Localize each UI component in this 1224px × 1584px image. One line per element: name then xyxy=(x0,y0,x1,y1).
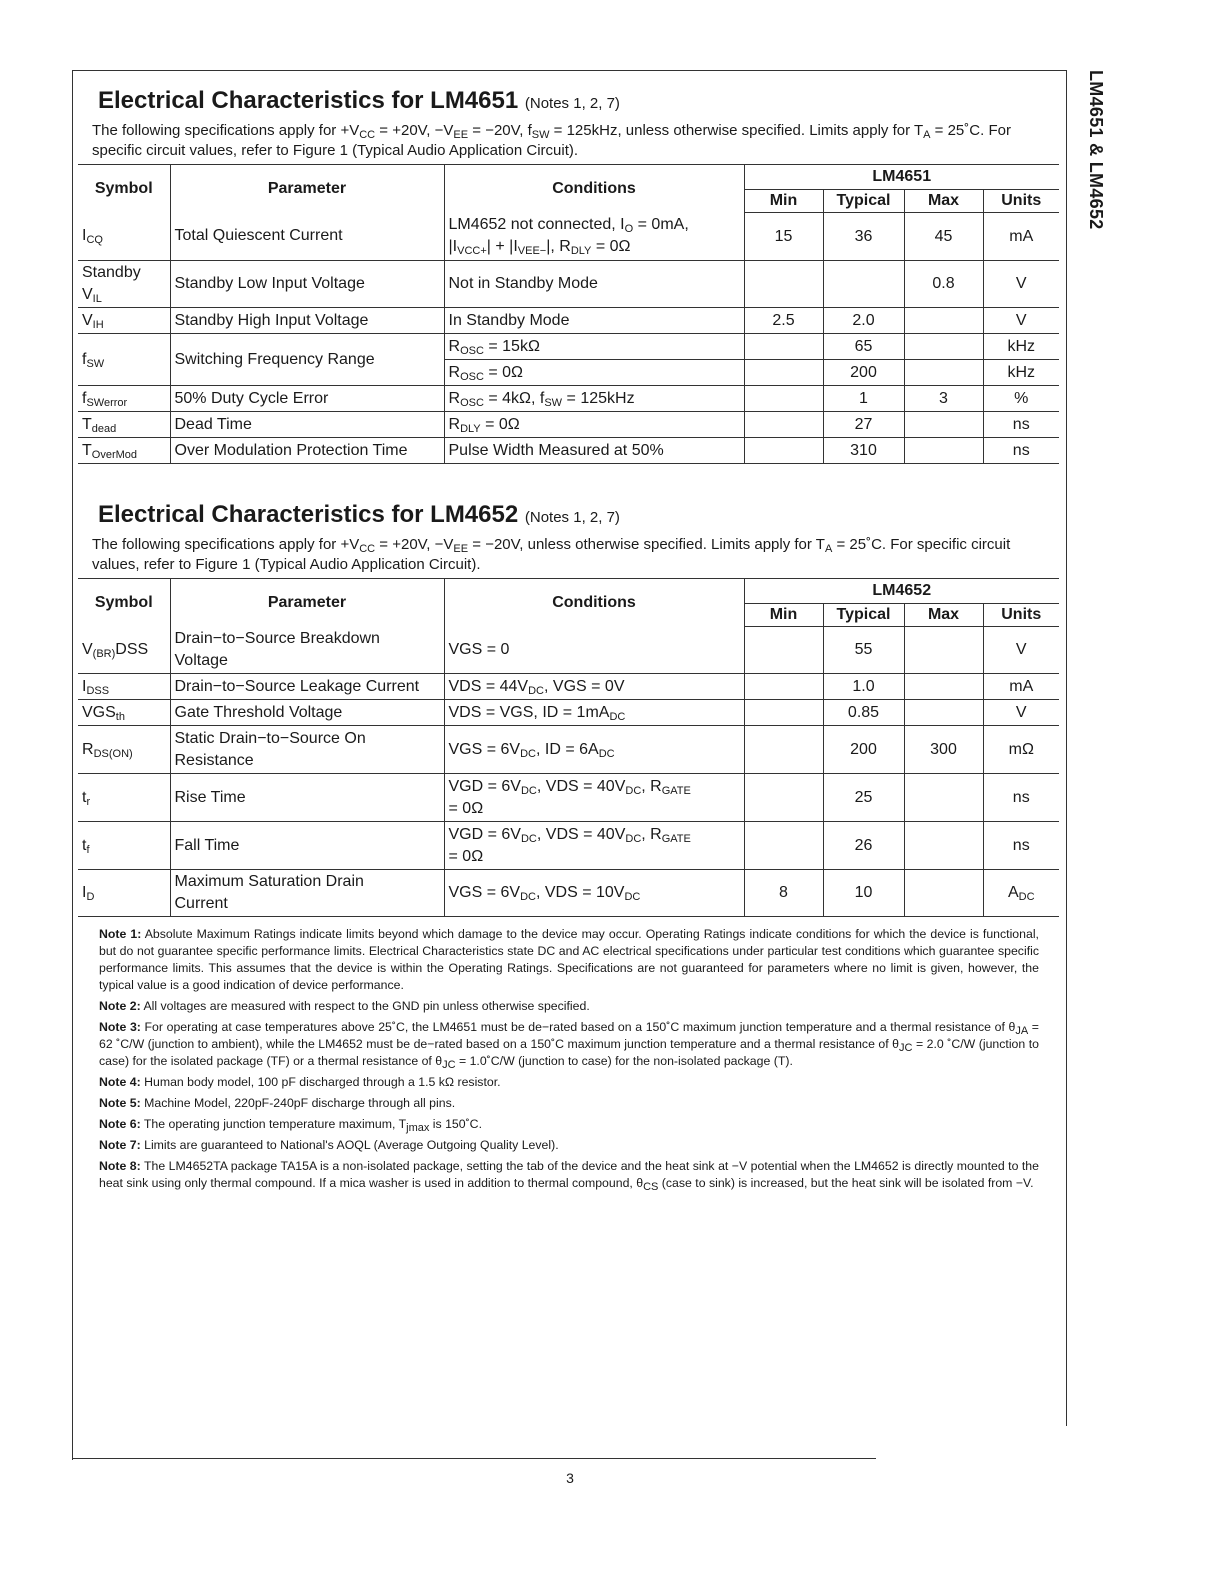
frame-left xyxy=(72,70,73,1460)
units-cell: % xyxy=(983,386,1059,412)
min-cell xyxy=(744,386,823,412)
min-cell xyxy=(744,674,823,700)
col-parameter: Parameter xyxy=(170,165,444,213)
min-cell xyxy=(744,774,823,822)
table-row xyxy=(78,870,1059,917)
max-cell xyxy=(904,438,983,464)
conditions-cell: VGD = $6V_{DC}$, VDS = $40V_{DC}$, $R_{GATE}$ = 0Ω xyxy=(444,774,744,822)
min-cell xyxy=(744,360,823,386)
units-cell: mΩ xyxy=(983,726,1059,774)
units-cell: ns xyxy=(983,412,1059,438)
symbol-cell: $VGS_{th}$ xyxy=(78,700,170,726)
units-cell: ns xyxy=(983,774,1059,822)
parameter-cell: Standby Low Input Voltage xyxy=(170,261,444,308)
units-cell: kHz xyxy=(983,334,1059,360)
conditions-cell: LM4652 not connected, $I_O = 0mA$, $|I_{VCC+}| + |I_{VEE-}|$, $R_{DLY} = 0\Omega$ xyxy=(444,213,744,261)
typical-cell: 26 xyxy=(823,822,904,870)
units-cell: V xyxy=(983,308,1059,334)
min-cell xyxy=(744,627,823,674)
table-row xyxy=(78,674,1059,700)
min-cell: 8 xyxy=(744,870,823,917)
notes-section xyxy=(99,926,1039,1196)
symbol-cell: Standby $V_{IL}$ xyxy=(78,261,170,308)
conditions-cell: $R_{OSC} = 15k\Omega$ xyxy=(444,334,744,360)
max-cell: 0.8 xyxy=(904,261,983,308)
max-cell xyxy=(904,334,983,360)
max-cell: 45 xyxy=(904,213,983,261)
units-cell: kHz xyxy=(983,360,1059,386)
table-row xyxy=(78,334,1059,360)
max-cell xyxy=(904,412,983,438)
table-row xyxy=(78,726,1059,774)
typical-cell: 1 xyxy=(823,386,904,412)
min-cell xyxy=(744,334,823,360)
units-cell: mA xyxy=(983,674,1059,700)
parameter-cell: Standby High Input Voltage xyxy=(170,308,444,334)
units-cell: V xyxy=(983,627,1059,674)
parameter-cell: 50% Duty Cycle Error xyxy=(170,386,444,412)
note-1: Note 1: Absolute Maximum Ratings indicate limits beyond which damage to the device may occur. Operating Ratings indicate conditions for which the device is functional, but do not guarantee specific performance limits. Electrical Characteristics state DC and AC electrical specifications under particular test conditions which guarantee specific performance limits. This assumes that the device is within the Operating Ratings. Specifications are not guaranteed for parameters where no limit is given, however, the typical value is a good indication of device performance. xyxy=(99,927,1039,992)
col-min: Min xyxy=(744,190,823,213)
parameter-cell: Fall Time xyxy=(170,822,444,870)
table-row xyxy=(78,412,1059,438)
col-group: LM4651 xyxy=(744,165,1059,190)
symbol-cell: $I_{CQ}$ xyxy=(78,213,170,261)
table-row xyxy=(78,774,1059,822)
note-2: Note 2: All voltages are measured with respect to the GND pin unless otherwise specified. xyxy=(99,999,590,1013)
parameter-cell: Dead Time xyxy=(170,412,444,438)
typical-cell: 310 xyxy=(823,438,904,464)
note-5: Note 5: Machine Model, 220pF-240pF discharge through all pins. xyxy=(99,1096,456,1110)
conditions-cell: VDS = VGS, ID = $1mA_{DC}$ xyxy=(444,700,744,726)
conditions-cell: VGS = $6V_{DC}$, ID = $6A_{DC}$ xyxy=(444,726,744,774)
units-cell: mA xyxy=(983,213,1059,261)
col-typical: Typical xyxy=(823,190,904,213)
typical-cell: 65 xyxy=(823,334,904,360)
min-cell: 2.5 xyxy=(744,308,823,334)
parameter-cell: Over Modulation Protection Time xyxy=(170,438,444,464)
lm4652-table xyxy=(78,578,1059,917)
min-cell xyxy=(744,438,823,464)
typical-cell xyxy=(823,261,904,308)
symbol-cell: $f_{SW}$ xyxy=(78,334,170,386)
table-row xyxy=(78,308,1059,334)
symbol-cell: $f_{SWerror}$ xyxy=(78,386,170,412)
conditions-cell: $R_{DLY} = 0\Omega$ xyxy=(444,412,744,438)
typical-cell: 200 xyxy=(823,726,904,774)
conditions-cell: VGS = $6V_{DC}$, VDS = $10V_{DC}$ xyxy=(444,870,744,917)
table-row xyxy=(78,261,1059,308)
table-row xyxy=(78,386,1059,412)
max-cell: 3 xyxy=(904,386,983,412)
max-cell xyxy=(904,308,983,334)
min-cell xyxy=(744,700,823,726)
max-cell: 300 xyxy=(904,726,983,774)
col-conditions: Conditions xyxy=(444,165,744,213)
parameter-cell: Switching Frequency Range xyxy=(170,334,444,386)
note-7: Note 7: Limits are guaranteed to National's AOQL (Average Outgoing Quality Level). xyxy=(99,1138,559,1152)
parameter-cell: Drain−to−Source Breakdown Voltage xyxy=(170,627,444,674)
table-row xyxy=(78,700,1059,726)
note-6: Note 6: The operating junction temperature maximum, $T_{jmax}$ is 150˚C. xyxy=(99,1117,482,1134)
units-cell: V xyxy=(983,700,1059,726)
note-4: Note 4: Human body model, 100 pF discharged through a 1.5 kΩ resistor. xyxy=(99,1075,501,1089)
col-group: LM4652 xyxy=(744,579,1059,604)
lm4651-description: The following specifications apply for $+V_{CC} = +20V$, $-V_{EE} = -20V$, $f_{SW} = 125kHz$, unless otherwise specified. Limits apply for $T_A$ = 25˚C. For specific circuit values, refer to Figure 1 (Typical Audio Application Circuit). xyxy=(92,122,1011,159)
typical-cell: 36 xyxy=(823,213,904,261)
parameter-cell: Static Drain−to−Source On Resistance xyxy=(170,726,444,774)
symbol-cell: $R_{DS(ON)}$ xyxy=(78,726,170,774)
parameter-cell: Maximum Saturation Drain Current xyxy=(170,870,444,917)
min-cell xyxy=(744,412,823,438)
page-number: 3 xyxy=(566,1470,574,1486)
table-row xyxy=(78,627,1059,674)
typical-cell: 1.0 xyxy=(823,674,904,700)
symbol-cell: $V_{IH}$ xyxy=(78,308,170,334)
conditions-cell: $R_{OSC} = 4k\Omega$, $f_{SW} = 125kHz$ xyxy=(444,386,744,412)
lm4651-table xyxy=(78,164,1059,464)
symbol-cell: $t_f$ xyxy=(78,822,170,870)
typical-cell: 10 xyxy=(823,870,904,917)
symbol-cell: $I_{DSS}$ xyxy=(78,674,170,700)
typical-cell: 2.0 xyxy=(823,308,904,334)
symbol-cell: $T_{dead}$ xyxy=(78,412,170,438)
units-cell: $A_{DC}$ xyxy=(983,870,1059,917)
col-symbol: Symbol xyxy=(78,165,170,213)
max-cell xyxy=(904,822,983,870)
min-cell xyxy=(744,822,823,870)
side-title: LM4651 & LM4652 xyxy=(1086,70,1106,230)
frame-right xyxy=(1066,70,1067,1426)
conditions-cell: VGS = 0 xyxy=(444,627,744,674)
lm4652-title: Electrical Characteristics for LM4652 (Notes 1, 2, 7) xyxy=(98,501,620,528)
conditions-cell: VGD = $6V_{DC}$, VDS = $40V_{DC}$, $R_{GATE}$ = 0Ω xyxy=(444,822,744,870)
conditions-cell: Pulse Width Measured at 50% xyxy=(444,438,744,464)
max-cell xyxy=(904,774,983,822)
table-row xyxy=(78,213,1059,261)
conditions-cell: VDS = $44V_{DC}$, VGS = 0V xyxy=(444,674,744,700)
lm4652-section xyxy=(78,500,1059,917)
conditions-cell: $R_{OSC} = 0\Omega$ xyxy=(444,360,744,386)
col-min: Min xyxy=(744,604,823,627)
parameter-cell: Drain−to−Source Leakage Current xyxy=(170,674,444,700)
table-row xyxy=(78,438,1059,464)
note-8: Note 8: The LM4652TA package TA15A is a non-isolated package, setting the tab of the device and the heat sink at −V potential when the LM4652 is directly mounted to the heat sink using only thermal compound. If a mica washer is used in addition to thermal compound, $\theta_{CS}$ (case to sink) is increased, but the heat sink will be isolated from −V. xyxy=(99,1159,1039,1193)
max-cell xyxy=(904,627,983,674)
min-cell xyxy=(744,261,823,308)
col-units: Units xyxy=(983,190,1059,213)
units-cell: ns xyxy=(983,438,1059,464)
symbol-cell: $t_r$ xyxy=(78,774,170,822)
frame-top xyxy=(72,70,1067,71)
col-units: Units xyxy=(983,604,1059,627)
typical-cell: 25 xyxy=(823,774,904,822)
lm4652-description: The following specifications apply for $+V_{CC} = +20V$, $-V_{EE} = -20V$, unless otherwise specified. Limits apply for $T_A$ = 25˚C. For specific circuit values, refer to Figure 1 (Typical Audio Application Circuit). xyxy=(92,536,1011,573)
units-cell: ns xyxy=(983,822,1059,870)
max-cell xyxy=(904,360,983,386)
col-symbol: Symbol xyxy=(78,579,170,627)
conditions-cell: Not in Standby Mode xyxy=(444,261,744,308)
note-3: Note 3: For operating at case temperatures above 25˚C, the LM4651 must be de−rated based on a 150˚C maximum junction temperature and a thermal resistance of $\theta_{JA} = 62$ ˚C/W (junction to ambient), while the LM4652 must be de−rated based on a 150˚C maximum junction temperature and a thermal resistance of $\theta_{JC} = 2.0$ ˚C/W (junction to case) for the isolated package (TF) or a thermal resistance of $\theta_{JC}$ = 1.0˚C/W (junction to case) for the non-isolated package (T). xyxy=(99,1020,1039,1071)
table-row xyxy=(78,822,1059,870)
max-cell xyxy=(904,700,983,726)
symbol-cell: $I_D$ xyxy=(78,870,170,917)
col-conditions: Conditions xyxy=(444,579,744,627)
typical-cell: 55 xyxy=(823,627,904,674)
min-cell xyxy=(744,726,823,774)
col-max: Max xyxy=(904,604,983,627)
conditions-cell: In Standby Mode xyxy=(444,308,744,334)
parameter-cell: Gate Threshold Voltage xyxy=(170,700,444,726)
col-max: Max xyxy=(904,190,983,213)
parameter-cell: Rise Time xyxy=(170,774,444,822)
typical-cell: 0.85 xyxy=(823,700,904,726)
lm4651-section xyxy=(78,86,1059,464)
typical-cell: 200 xyxy=(823,360,904,386)
symbol-cell: $V_{(BR)}DSS$ xyxy=(78,627,170,674)
symbol-cell: $T_{OverMod}$ xyxy=(78,438,170,464)
lm4651-title: Electrical Characteristics for LM4651 (Notes 1, 2, 7) xyxy=(98,87,620,114)
typical-cell: 27 xyxy=(823,412,904,438)
min-cell: 15 xyxy=(744,213,823,261)
max-cell xyxy=(904,674,983,700)
col-typical: Typical xyxy=(823,604,904,627)
col-parameter: Parameter xyxy=(170,579,444,627)
units-cell: V xyxy=(983,261,1059,308)
parameter-cell: Total Quiescent Current xyxy=(170,213,444,261)
max-cell xyxy=(904,870,983,917)
frame-bottom xyxy=(72,1458,876,1459)
